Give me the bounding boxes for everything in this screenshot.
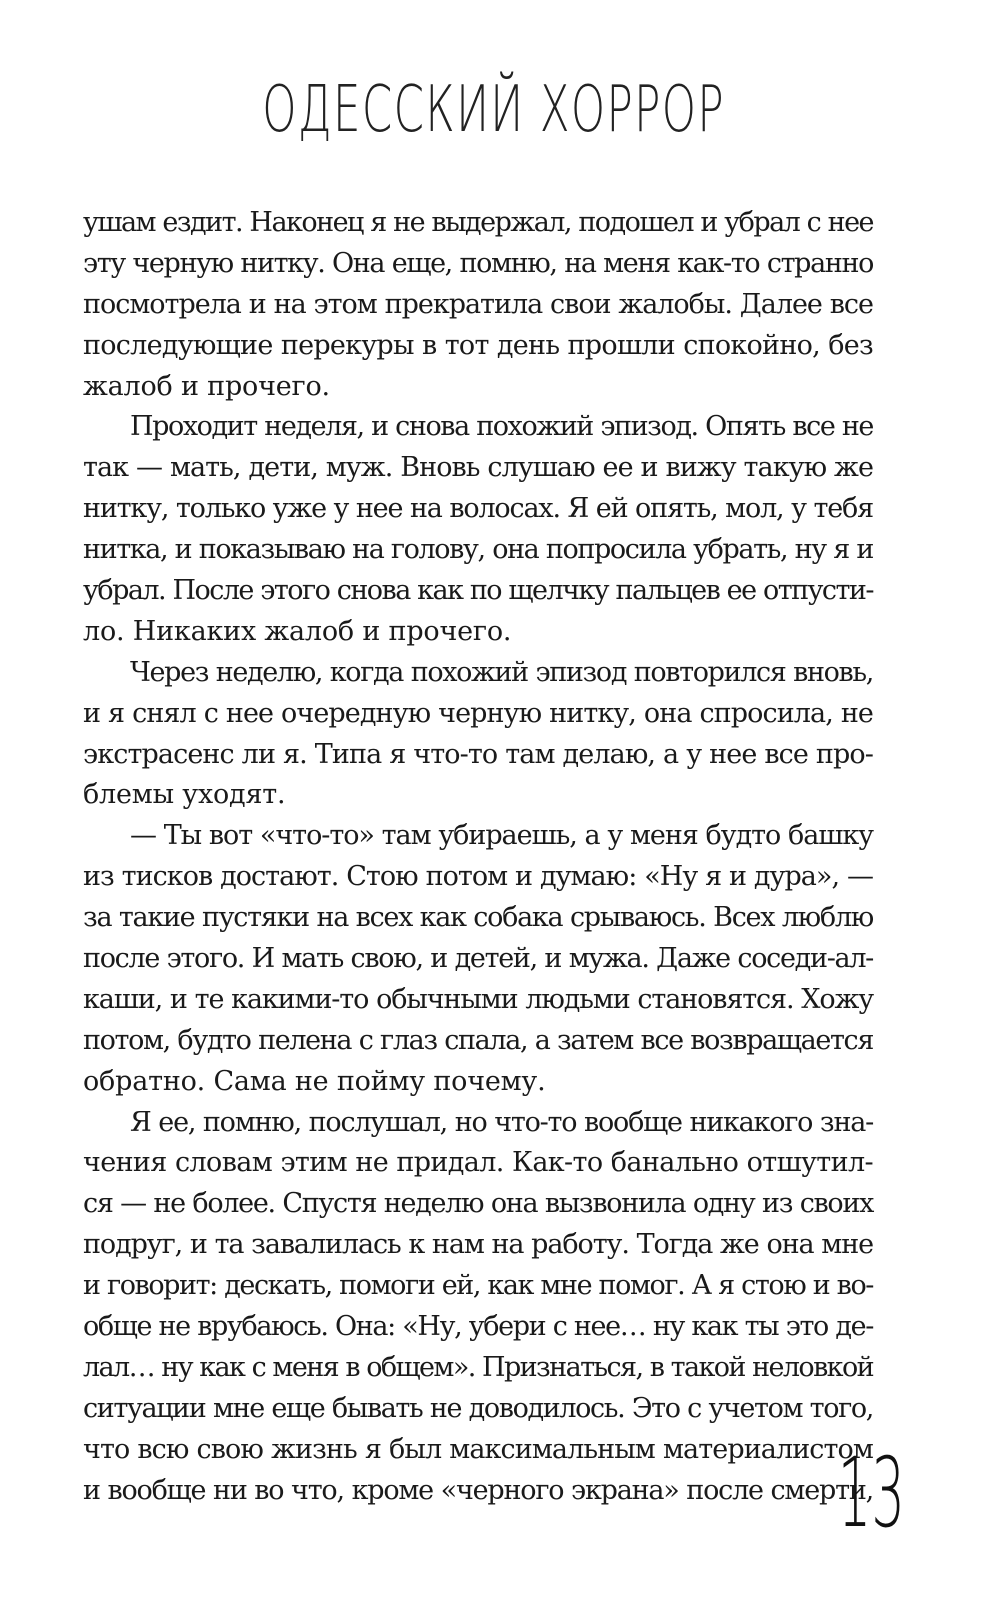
text-line: что всю свою жизнь я был максимальным материалистом bbox=[83, 1433, 873, 1465]
text-line: и я снял с нее очередную черную нитку, она спросила, не bbox=[83, 697, 873, 729]
page-number: 13 bbox=[837, 1437, 905, 1549]
text-line: подруг, и та завалилась к нам на работу. Тогда же она мне bbox=[83, 1229, 873, 1261]
text-line: последующие перекуры в тот день прошли спокойно, без bbox=[83, 329, 873, 361]
text-line: ушам ездит. Наконец я не выдержал, подошел и убрал с нее bbox=[83, 207, 873, 238]
body-text bbox=[83, 203, 873, 1512]
text-line: нитка, и показываю на голову, она попросила убрать, ну я и bbox=[83, 534, 873, 566]
text-line: так — мать, дети, муж. Вновь слушаю ее и вижу такую же bbox=[83, 452, 873, 484]
text-line: Я ее, помню, послушал, но что-то вообще никакого зна- bbox=[130, 1106, 873, 1138]
running-head-text: ОДЕССКИЙ ХОРРОР bbox=[262, 73, 725, 147]
text-line: после этого. И мать свою, и детей, и мужа. Даже соседи-ал- bbox=[83, 943, 873, 975]
text-line: — Ты вот «что-то» там убираешь, а у меня будто башку bbox=[130, 820, 873, 852]
text-line: из тисков достают. Стою потом и думаю: «Ну я и дура», — bbox=[83, 861, 873, 893]
text-line: Проходит неделя, и снова похожий эпизод. Опять все не bbox=[130, 411, 873, 443]
text-line: нитку, только уже у нее на волосах. Я ей опять, мол, у тебя bbox=[83, 493, 873, 525]
text-line: жалоб и прочего. bbox=[83, 370, 330, 402]
text-line: ситуации мне еще бывать не доводилось. Это с учетом того, bbox=[83, 1392, 873, 1424]
text-line: посмотрела и на этом прекратила свои жалобы. Далее все bbox=[83, 288, 873, 320]
text-line: и вообще ни во что, кроме «черного экрана» после смерти, bbox=[83, 1474, 873, 1506]
text-line: за такие пустяки на всех как собака срываюсь. Всех люблю bbox=[83, 902, 873, 934]
text-line: обще не врубаюсь. Она: «Ну, убери с нее… ну как ты это де- bbox=[83, 1311, 873, 1343]
text-line: убрал. После этого снова как по щелчку пальцев ее отпусти- bbox=[83, 575, 873, 607]
text-line: и говорит: дескать, помоги ей, как мне помог. А я стою и во- bbox=[83, 1270, 873, 1302]
text-line: ся — не более. Спустя неделю она вызвонила одну из своих bbox=[83, 1188, 873, 1220]
text-line: лал… ну как с меня в общем». Признаться, в такой неловкой bbox=[83, 1351, 873, 1383]
text-line: Через неделю, когда похожий эпизод повторился вновь, bbox=[130, 656, 873, 688]
text-line: обратно. Сама не пойму почему. bbox=[83, 1065, 546, 1097]
text-line: чения словам этим не придал. Как-то банально отшутил- bbox=[83, 1147, 873, 1179]
running-head bbox=[154, 73, 834, 147]
text-line: потом, будто пелена с глаз спала, а затем все возвращается bbox=[83, 1024, 873, 1056]
text-line: каши, и те какими-то обычными людьми становятся. Хожу bbox=[83, 983, 873, 1015]
text-line: ло. Никаких жалоб и прочего. bbox=[83, 615, 512, 647]
text-line: эту черную нитку. Она еще, помню, на меня как-то странно bbox=[83, 247, 873, 279]
text-line: экстрасенс ли я. Типа я что-то там делаю, а у нее все про- bbox=[83, 738, 873, 770]
text-line: блемы уходят. bbox=[83, 779, 286, 811]
